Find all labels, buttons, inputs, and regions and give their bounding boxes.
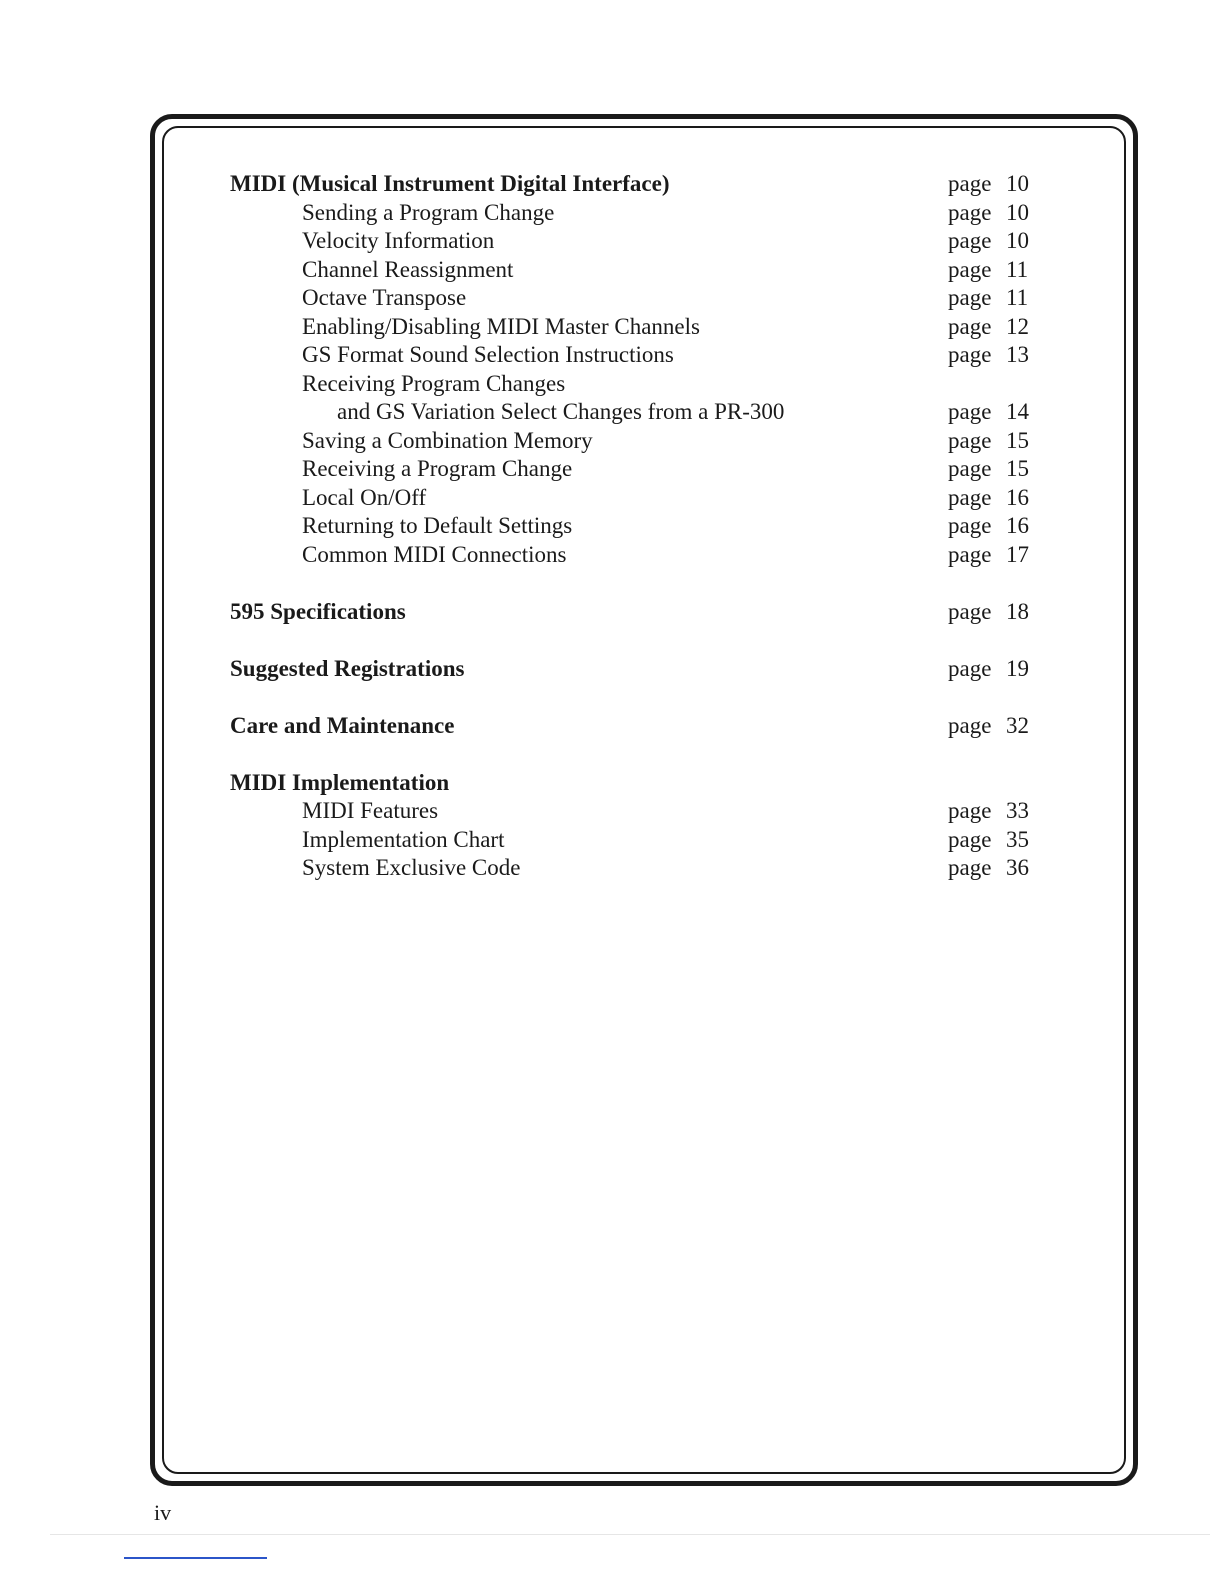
toc-entry-label: Suggested Registrations xyxy=(230,655,465,681)
page-number: 35 xyxy=(1006,826,1029,852)
toc-page-ref xyxy=(948,598,1029,627)
page-word: page xyxy=(948,655,992,681)
toc-entry-label: Velocity Information xyxy=(302,228,495,253)
page-number: 10 xyxy=(1006,171,1029,196)
toc-page-ref xyxy=(948,227,1029,256)
toc-entry[interactable] xyxy=(230,370,1050,399)
toc-entry-label: GS Format Sound Selection Instructions xyxy=(302,342,674,367)
page-number: 16 xyxy=(1006,513,1029,538)
toc-entry[interactable] xyxy=(230,256,1050,285)
toc-entry-label: Receiving a Program Change xyxy=(302,456,573,481)
toc-entry[interactable] xyxy=(230,170,1050,199)
toc-entry-label: Common MIDI Connections xyxy=(302,541,567,567)
toc-entry[interactable] xyxy=(230,655,1050,684)
table-of-contents xyxy=(230,170,1050,883)
page-word: page xyxy=(948,826,992,852)
toc-entry-label: Channel Reassignment xyxy=(302,256,514,282)
page-word: page xyxy=(948,399,992,424)
toc-page-ref xyxy=(948,826,1029,855)
page-folio: iv xyxy=(154,1500,172,1525)
page-word: page xyxy=(948,798,992,823)
toc-page-ref xyxy=(948,512,1029,541)
toc-page-ref xyxy=(948,455,1029,484)
toc-entry[interactable] xyxy=(230,199,1050,228)
page-number: 17 xyxy=(1006,541,1029,567)
toc-page-ref xyxy=(948,284,1028,313)
page-number: 12 xyxy=(1006,313,1029,339)
section-gap xyxy=(230,683,1050,712)
toc-entry[interactable] xyxy=(230,227,1050,256)
page-number: 19 xyxy=(1006,655,1029,681)
page-number: 15 xyxy=(1006,427,1029,453)
toc-entry-label: 595 Specifications xyxy=(230,598,406,624)
page-word: page xyxy=(948,256,992,282)
page-word: page xyxy=(948,228,992,253)
page-word: page xyxy=(948,598,992,624)
page-number: 33 xyxy=(1006,798,1029,823)
toc-entry[interactable] xyxy=(230,512,1050,541)
page-word: page xyxy=(948,199,992,225)
toc-entry-continuation[interactable] xyxy=(230,398,1050,427)
toc-entry[interactable] xyxy=(230,313,1050,342)
toc-entry[interactable] xyxy=(230,455,1050,484)
toc-entry-label: Care and Maintenance xyxy=(230,712,455,738)
toc-entry-label: Receiving Program Changes xyxy=(302,370,566,396)
toc-page-ref xyxy=(948,655,1029,684)
toc-page-ref xyxy=(948,427,1029,456)
bottom-rule xyxy=(50,1534,1210,1535)
page-number: 16 xyxy=(1006,484,1029,510)
toc-page-ref xyxy=(948,854,1029,883)
page-number: 11 xyxy=(1006,285,1029,310)
toc-entry-label: Returning to Default Settings xyxy=(302,513,573,538)
toc-entry[interactable] xyxy=(230,341,1050,370)
toc-entry-label: Enabling/Disabling MIDI Master Channels xyxy=(302,313,700,339)
section-gap xyxy=(230,626,1050,655)
toc-entry-label: MIDI (Musical Instrument Digital Interface) xyxy=(230,171,670,196)
page-number: 18 xyxy=(1006,598,1029,624)
page-number: 10 xyxy=(1006,228,1029,253)
toc-entry-label: System Exclusive Code xyxy=(302,855,521,880)
page-word: page xyxy=(948,513,992,538)
page-number: 13 xyxy=(1006,342,1029,367)
page-number: 11 xyxy=(1006,256,1029,282)
link-underline xyxy=(124,1557,267,1559)
page-number: 10 xyxy=(1006,199,1029,225)
toc-entry-label: Sending a Program Change xyxy=(302,199,555,225)
toc-entry-label: and GS Variation Select Changes from a PR-300 xyxy=(337,399,785,424)
toc-entry[interactable] xyxy=(230,854,1050,883)
toc-entry[interactable] xyxy=(230,826,1050,855)
section-gap xyxy=(230,740,1050,769)
page-number: 36 xyxy=(1006,855,1029,880)
section-gap xyxy=(230,569,1050,598)
toc-page-ref xyxy=(948,797,1029,826)
toc-entry[interactable] xyxy=(230,484,1050,513)
toc-entry[interactable] xyxy=(230,797,1050,826)
toc-page-ref xyxy=(948,170,1029,199)
toc-entry[interactable] xyxy=(230,284,1050,313)
toc-page-ref xyxy=(948,541,1029,570)
page-word: page xyxy=(948,285,992,310)
page-word: page xyxy=(948,456,992,481)
toc-entry[interactable] xyxy=(230,598,1050,627)
toc-entry-label: MIDI Implementation xyxy=(230,769,450,795)
page-word: page xyxy=(948,171,992,196)
toc-entry[interactable] xyxy=(230,541,1050,570)
toc-entry[interactable] xyxy=(230,769,1050,798)
page-number: 15 xyxy=(1006,456,1029,481)
toc-page-ref xyxy=(948,256,1028,285)
toc-page-ref xyxy=(948,484,1029,513)
toc-page-ref xyxy=(948,341,1029,370)
toc-entry-label: Saving a Combination Memory xyxy=(302,427,593,453)
page-word: page xyxy=(948,427,992,453)
page-number: 14 xyxy=(1006,399,1029,424)
toc-entry-label: Implementation Chart xyxy=(302,826,505,852)
toc-page-ref xyxy=(948,398,1029,427)
page-number: 32 xyxy=(1006,712,1029,738)
toc-entry-label: Octave Transpose xyxy=(302,285,467,310)
page-word: page xyxy=(948,484,992,510)
page-word: page xyxy=(948,313,992,339)
toc-entry-label: MIDI Features xyxy=(302,798,439,823)
toc-entry[interactable] xyxy=(230,712,1050,741)
toc-page-ref xyxy=(948,712,1029,741)
toc-page-ref xyxy=(948,313,1029,342)
page-word: page xyxy=(948,712,992,738)
toc-entry[interactable] xyxy=(230,427,1050,456)
page-word: page xyxy=(948,342,992,367)
page-word: page xyxy=(948,541,992,567)
page-word: page xyxy=(948,855,992,880)
toc-page-ref xyxy=(948,199,1029,228)
toc-entry-label: Local On/Off xyxy=(302,484,427,510)
